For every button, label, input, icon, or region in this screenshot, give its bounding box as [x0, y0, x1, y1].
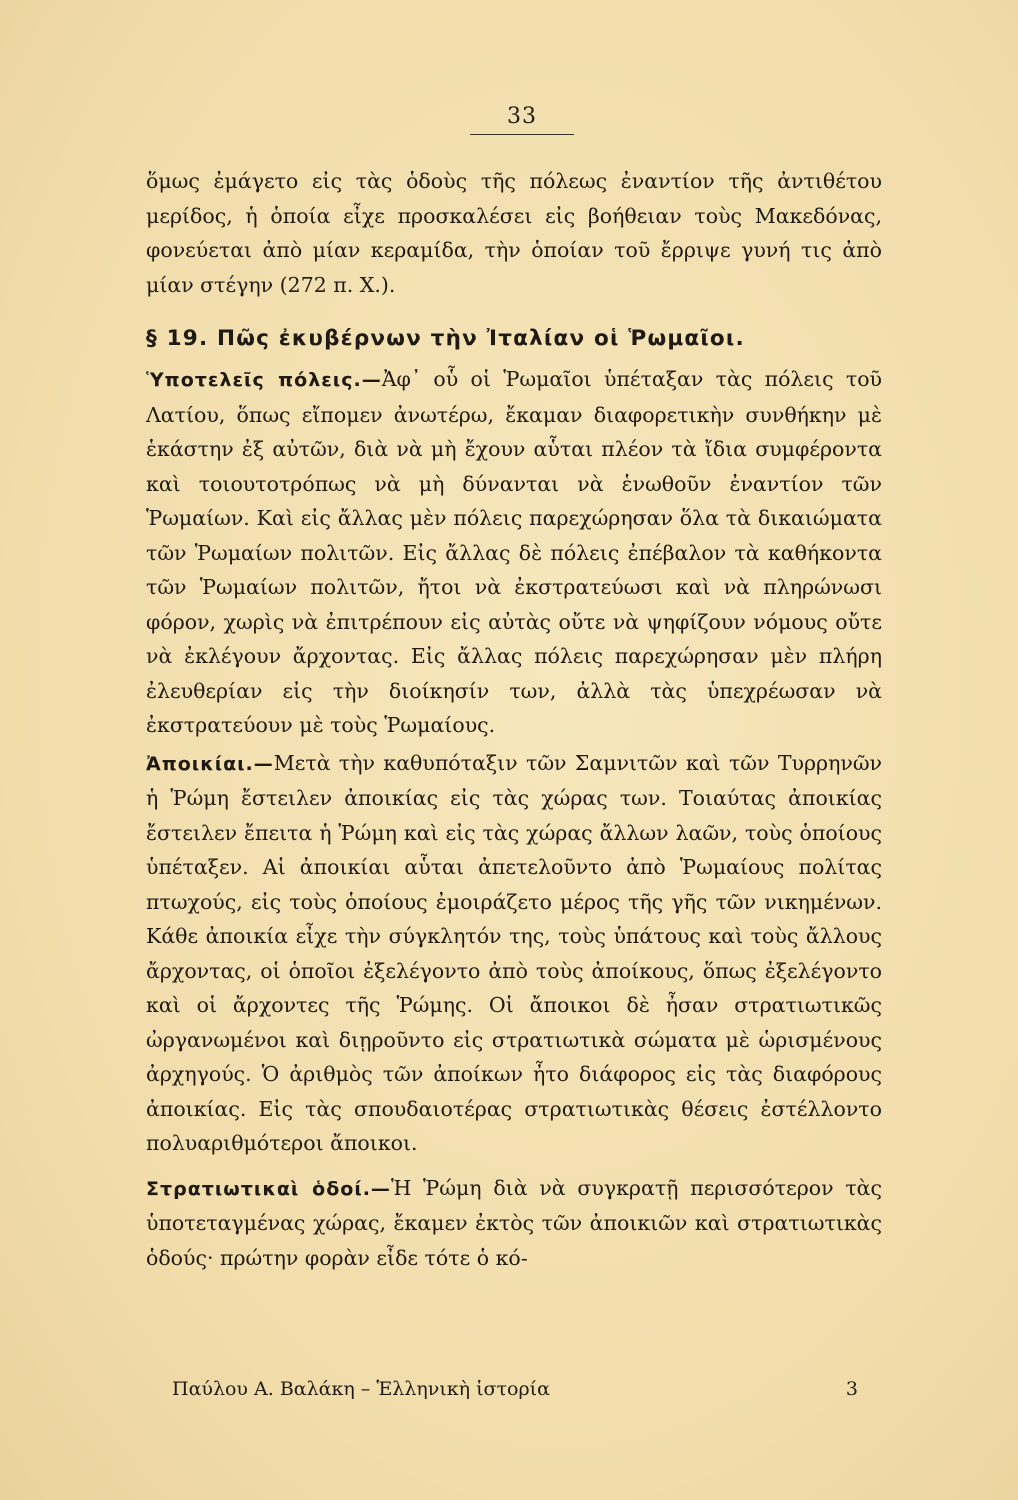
paragraph-text: Ἡ Ῥώμη διὰ νὰ συγκρατῇ περισσότερον τὰς ὑποτεταγμένας χώρας, ἔκαμεν ἐκτὸς τῶν ἀποικιῶν καὶ στρατιωτικὰς ὁδούς· πρώτην φορὰν εἶδε τότε ὁ κό- [146, 1175, 882, 1270]
paragraph-continuation [146, 164, 882, 302]
page-number: 33 [507, 104, 537, 129]
body-text [146, 164, 882, 1275]
section-heading: § 19. Πῶς ἐκυβέρνων τὴν Ἰταλίαν οἱ Ῥωμαῖοι. [146, 326, 745, 351]
page-footer [172, 1378, 858, 1400]
paragraph-lead: Στρατιωτικαὶ ὁδοί.— [146, 1177, 391, 1200]
paragraph-subject-cities [146, 362, 882, 743]
paragraph-text: Ἀφ᾽ οὗ οἱ Ῥωμαῖοι ὑπέταξαν τὰς πόλεις τοῦ Λατίου, ὅπως εἴπομεν ἀνωτέρω, ἔκαμαν διαφορετικὴν συνθήκην μὲ ἑκάστην ἐξ αὐτῶν, διὰ νὰ μὴ ἔχουν αὗται πλέον τὰ ἴδια συμφέροντα καὶ τοιουτοτρόπως νὰ μὴ δύνανται νὰ ἑνωθοῦν ἐναντίον τῶν Ῥωμαίων. Καὶ εἰς ἄλλας μὲν πόλεις παρεχώρησαν ὅλα τὰ δικαιώματα τῶν Ῥωμαίων πολιτῶν. Εἰς ἄλλας δὲ πόλεις ἐπέβαλον τὰ καθήκοντα τῶν Ῥωμαίων πολιτῶν, ἤτοι νὰ ἐκστρατεύωσι καὶ νὰ πληρώνωσι φόρον, χωρὶς νὰ ἐπιτρέπουν εἰς αὐτὰς οὔτε νὰ ψηφίζουν νόμους οὔτε νὰ ἐκλέγουν ἄρχοντας. Εἰς ἄλλας πόλεις παρεχώρησαν μὲν πλήρη ἐλευθερίαν εἰς τὴν διοίκησίν των, ἀλλὰ τὰς ὑπεχρέωσαν νὰ ἐκστρατεύουν μὲ τοὺς Ῥωμαίους. [146, 367, 882, 737]
paragraph-military-roads [146, 1171, 882, 1276]
footer-book-title: Παύλου Α. Βαλάκη – Ἑλληνικὴ ἱστορία [172, 1378, 550, 1400]
paragraph-text: ὅμως ἐμάγετο εἰς τὰς ὁδοὺς τῆς πόλεως ἐναντίον τῆς ἀντιθέτου μερίδος, ἡ ὁποία εἶχε προσκαλέσει εἰς βοήθειαν τοὺς Μακεδόνας, φονεύεται ἀπὸ μίαν κεραμίδα, τὴν ὁποίαν τοῦ ἔρριψε γυνή τις ἀπὸ μίαν στέγην (272 π. Χ.). [146, 169, 882, 297]
paragraph-lead: Ὑποτελεῖς πόλεις.— [146, 369, 382, 391]
paragraph-lead: Ἀποικίαι.— [146, 752, 274, 775]
page-number-rule [470, 134, 574, 135]
paragraph-text: Μετὰ τὴν καθυπόταξιν τῶν Σαμνιτῶν καὶ τῶν Τυρρηνῶν ἡ Ῥώμη ἔστειλεν ἀποικίας εἰς τὰς χώρας των. Τοιαύτας ἀποικίας ἔστειλεν ἔπειτα ἡ Ῥώμη καὶ εἰς τὰς χώρας ἄλλων λαῶν, τοὺς ὁποίους ὑπέταξεν. Αἱ ἀποικίαι αὗται ἀπετελοῦντο ἀπὸ Ῥωμαίους πολίτας πτωχούς, εἰς τοὺς ὁποίους ἐμοιράζετο μέρος τῆς γῆς τῶν νικημένων. Κάθε ἀποικία εἶχε τὴν σύγκλητόν της, τοὺς ὑπάτους καὶ τοὺς ἄλλους ἄρχοντας, οἱ ὁποῖοι ἐξελέγοντο ἀπὸ τοὺς ἀποίκους, ὅπως ἐξελέγοντο καὶ οἱ ἄρχοντες τῆς Ῥώμης. Οἱ ἄποικοι δὲ ἦσαν στρατιωτικῶς ὠργανωμένοι καὶ διῃροῦντο εἰς στρατιωτικὰ σώματα μὲ ὡρισμένους ἀρχηγούς. Ὁ ἀριθμὸς τῶν ἀποίκων ἦτο διάφορος εἰς τὰς διαφόρους ἀποικίας. Εἰς τὰς σπουδαιοτέρας στρατιωτικὰς θέσεις ἐστέλλοντο πολυαριθμότεροι ἄποικοι. [146, 750, 882, 1155]
paragraph-colonies [146, 746, 882, 1161]
footer-signature-mark: 3 [845, 1378, 858, 1400]
